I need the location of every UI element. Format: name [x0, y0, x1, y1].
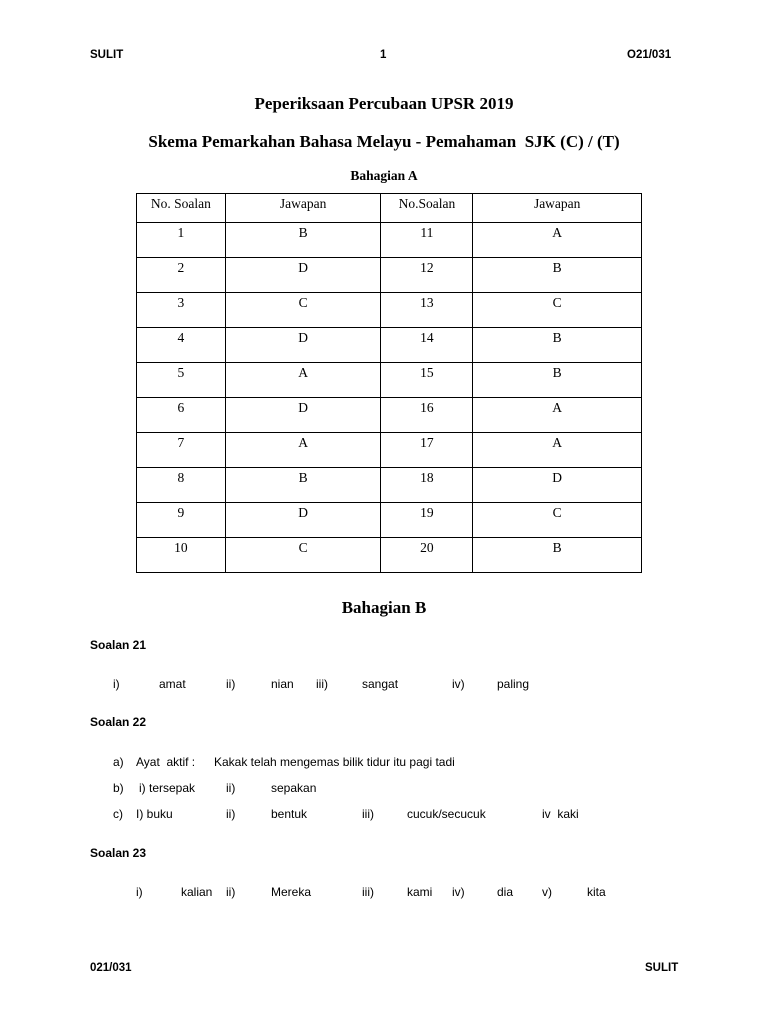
table-cell: 16: [381, 398, 473, 433]
table-cell: 20: [381, 538, 473, 573]
q22c-item-label: ii): [226, 807, 236, 821]
table-cell: 18: [381, 468, 473, 503]
table-cell: D: [225, 328, 381, 363]
q21-item-label: i): [113, 677, 120, 691]
table-cell: C: [473, 293, 642, 328]
q22b-answer: i) tersepak: [139, 781, 196, 795]
q23-item-label: iii): [362, 885, 374, 899]
table-row: [137, 223, 642, 258]
table-cell: 19: [381, 503, 473, 538]
q23-item-label: iv): [452, 885, 465, 899]
table-cell: 4: [137, 328, 226, 363]
q21-answer: amat: [159, 677, 186, 691]
table-cell: 13: [381, 293, 473, 328]
table-row: [137, 538, 642, 573]
q23-item-label: i): [136, 885, 143, 899]
q22c-item-label: iii): [362, 807, 374, 821]
header-sulit: SULIT: [90, 49, 124, 61]
table-header-row: [137, 194, 642, 223]
table-cell: C: [473, 503, 642, 538]
table-cell: B: [225, 223, 381, 258]
table-cell: A: [473, 433, 642, 468]
question-22-heading: Soalan 22: [90, 715, 147, 729]
section-a-title: Bahagian A: [350, 168, 418, 183]
page-number: 1: [380, 49, 387, 61]
table-cell: 5: [137, 363, 226, 398]
page-title: Peperiksaan Percubaan UPSR 2019: [254, 94, 514, 113]
q22c-answer: iv kaki: [542, 807, 579, 821]
table-cell: 8: [137, 468, 226, 503]
q23-answer: dia: [497, 885, 514, 899]
table-cell: 15: [381, 363, 473, 398]
question-23-heading: Soalan 23: [90, 846, 147, 860]
table-row: [137, 328, 642, 363]
table-row: [137, 468, 642, 503]
column-header: No. Soalan: [137, 194, 226, 223]
q23-item-label: v): [542, 885, 552, 899]
table-cell: B: [473, 258, 642, 293]
table-cell: A: [473, 223, 642, 258]
table-row: [137, 398, 642, 433]
column-header: Jawapan: [225, 194, 381, 223]
table-cell: B: [473, 363, 642, 398]
q23-item-label: ii): [226, 885, 236, 899]
column-header: No.Soalan: [381, 194, 473, 223]
table-cell: A: [225, 363, 381, 398]
q22c-answer: I) buku: [136, 807, 173, 821]
q22c-label: c): [113, 807, 123, 821]
table-cell: 3: [137, 293, 226, 328]
q22a-answer: Kakak telah mengemas bilik tidur itu pagi tadi: [214, 755, 455, 769]
table-cell: 9: [137, 503, 226, 538]
table-row: [137, 503, 642, 538]
table-cell: 1: [137, 223, 226, 258]
page-subtitle: Skema Pemarkahan Bahasa Melayu - Pemahaman SJK (C) / (T): [148, 132, 620, 151]
table-cell: D: [225, 258, 381, 293]
table-cell: 10: [137, 538, 226, 573]
table-row: [137, 293, 642, 328]
table-cell: 7: [137, 433, 226, 468]
q21-item-label: iii): [316, 677, 328, 691]
table-cell: B: [225, 468, 381, 503]
table-cell: 14: [381, 328, 473, 363]
footer-code: 021/031: [90, 962, 132, 974]
answer-table: [136, 193, 642, 573]
table-cell: D: [225, 503, 381, 538]
q22c-answer: bentuk: [271, 807, 308, 821]
table-cell: D: [225, 398, 381, 433]
table-cell: 11: [381, 223, 473, 258]
footer-sulit: SULIT: [645, 962, 679, 974]
table-cell: A: [473, 398, 642, 433]
q23-answer: kalian: [181, 885, 213, 899]
q21-item-label: ii): [226, 677, 236, 691]
section-b-title: Bahagian B: [341, 598, 427, 617]
q21-item-label: iv): [452, 677, 465, 691]
table-cell: B: [473, 538, 642, 573]
table-row: [137, 258, 642, 293]
q22b-answer: sepakan: [271, 781, 317, 795]
column-header: Jawapan: [473, 194, 642, 223]
q21-answer: sangat: [362, 677, 399, 691]
header-code: O21/031: [627, 49, 672, 61]
table-cell: D: [473, 468, 642, 503]
table-cell: 12: [381, 258, 473, 293]
q23-answer: Mereka: [271, 885, 312, 899]
q22a-text: Ayat aktif :: [136, 755, 196, 769]
q22a-label: a): [113, 755, 124, 769]
table-cell: B: [473, 328, 642, 363]
q21-answer: nian: [271, 677, 294, 691]
table-cell: 6: [137, 398, 226, 433]
q23-answer: kita: [587, 885, 606, 899]
table-cell: 17: [381, 433, 473, 468]
table-row: [137, 433, 642, 468]
table-row: [137, 363, 642, 398]
table-cell: C: [225, 538, 381, 573]
question-21-heading: Soalan 21: [90, 638, 147, 652]
table-cell: C: [225, 293, 381, 328]
q22c-answer: cucuk/secucuk: [407, 807, 486, 821]
q22b-label: b): [113, 781, 124, 795]
q23-answer: kami: [407, 885, 433, 899]
table-cell: 2: [137, 258, 226, 293]
q22b-item-label: ii): [226, 781, 236, 795]
q21-answer: paling: [497, 677, 530, 691]
table-cell: A: [225, 433, 381, 468]
